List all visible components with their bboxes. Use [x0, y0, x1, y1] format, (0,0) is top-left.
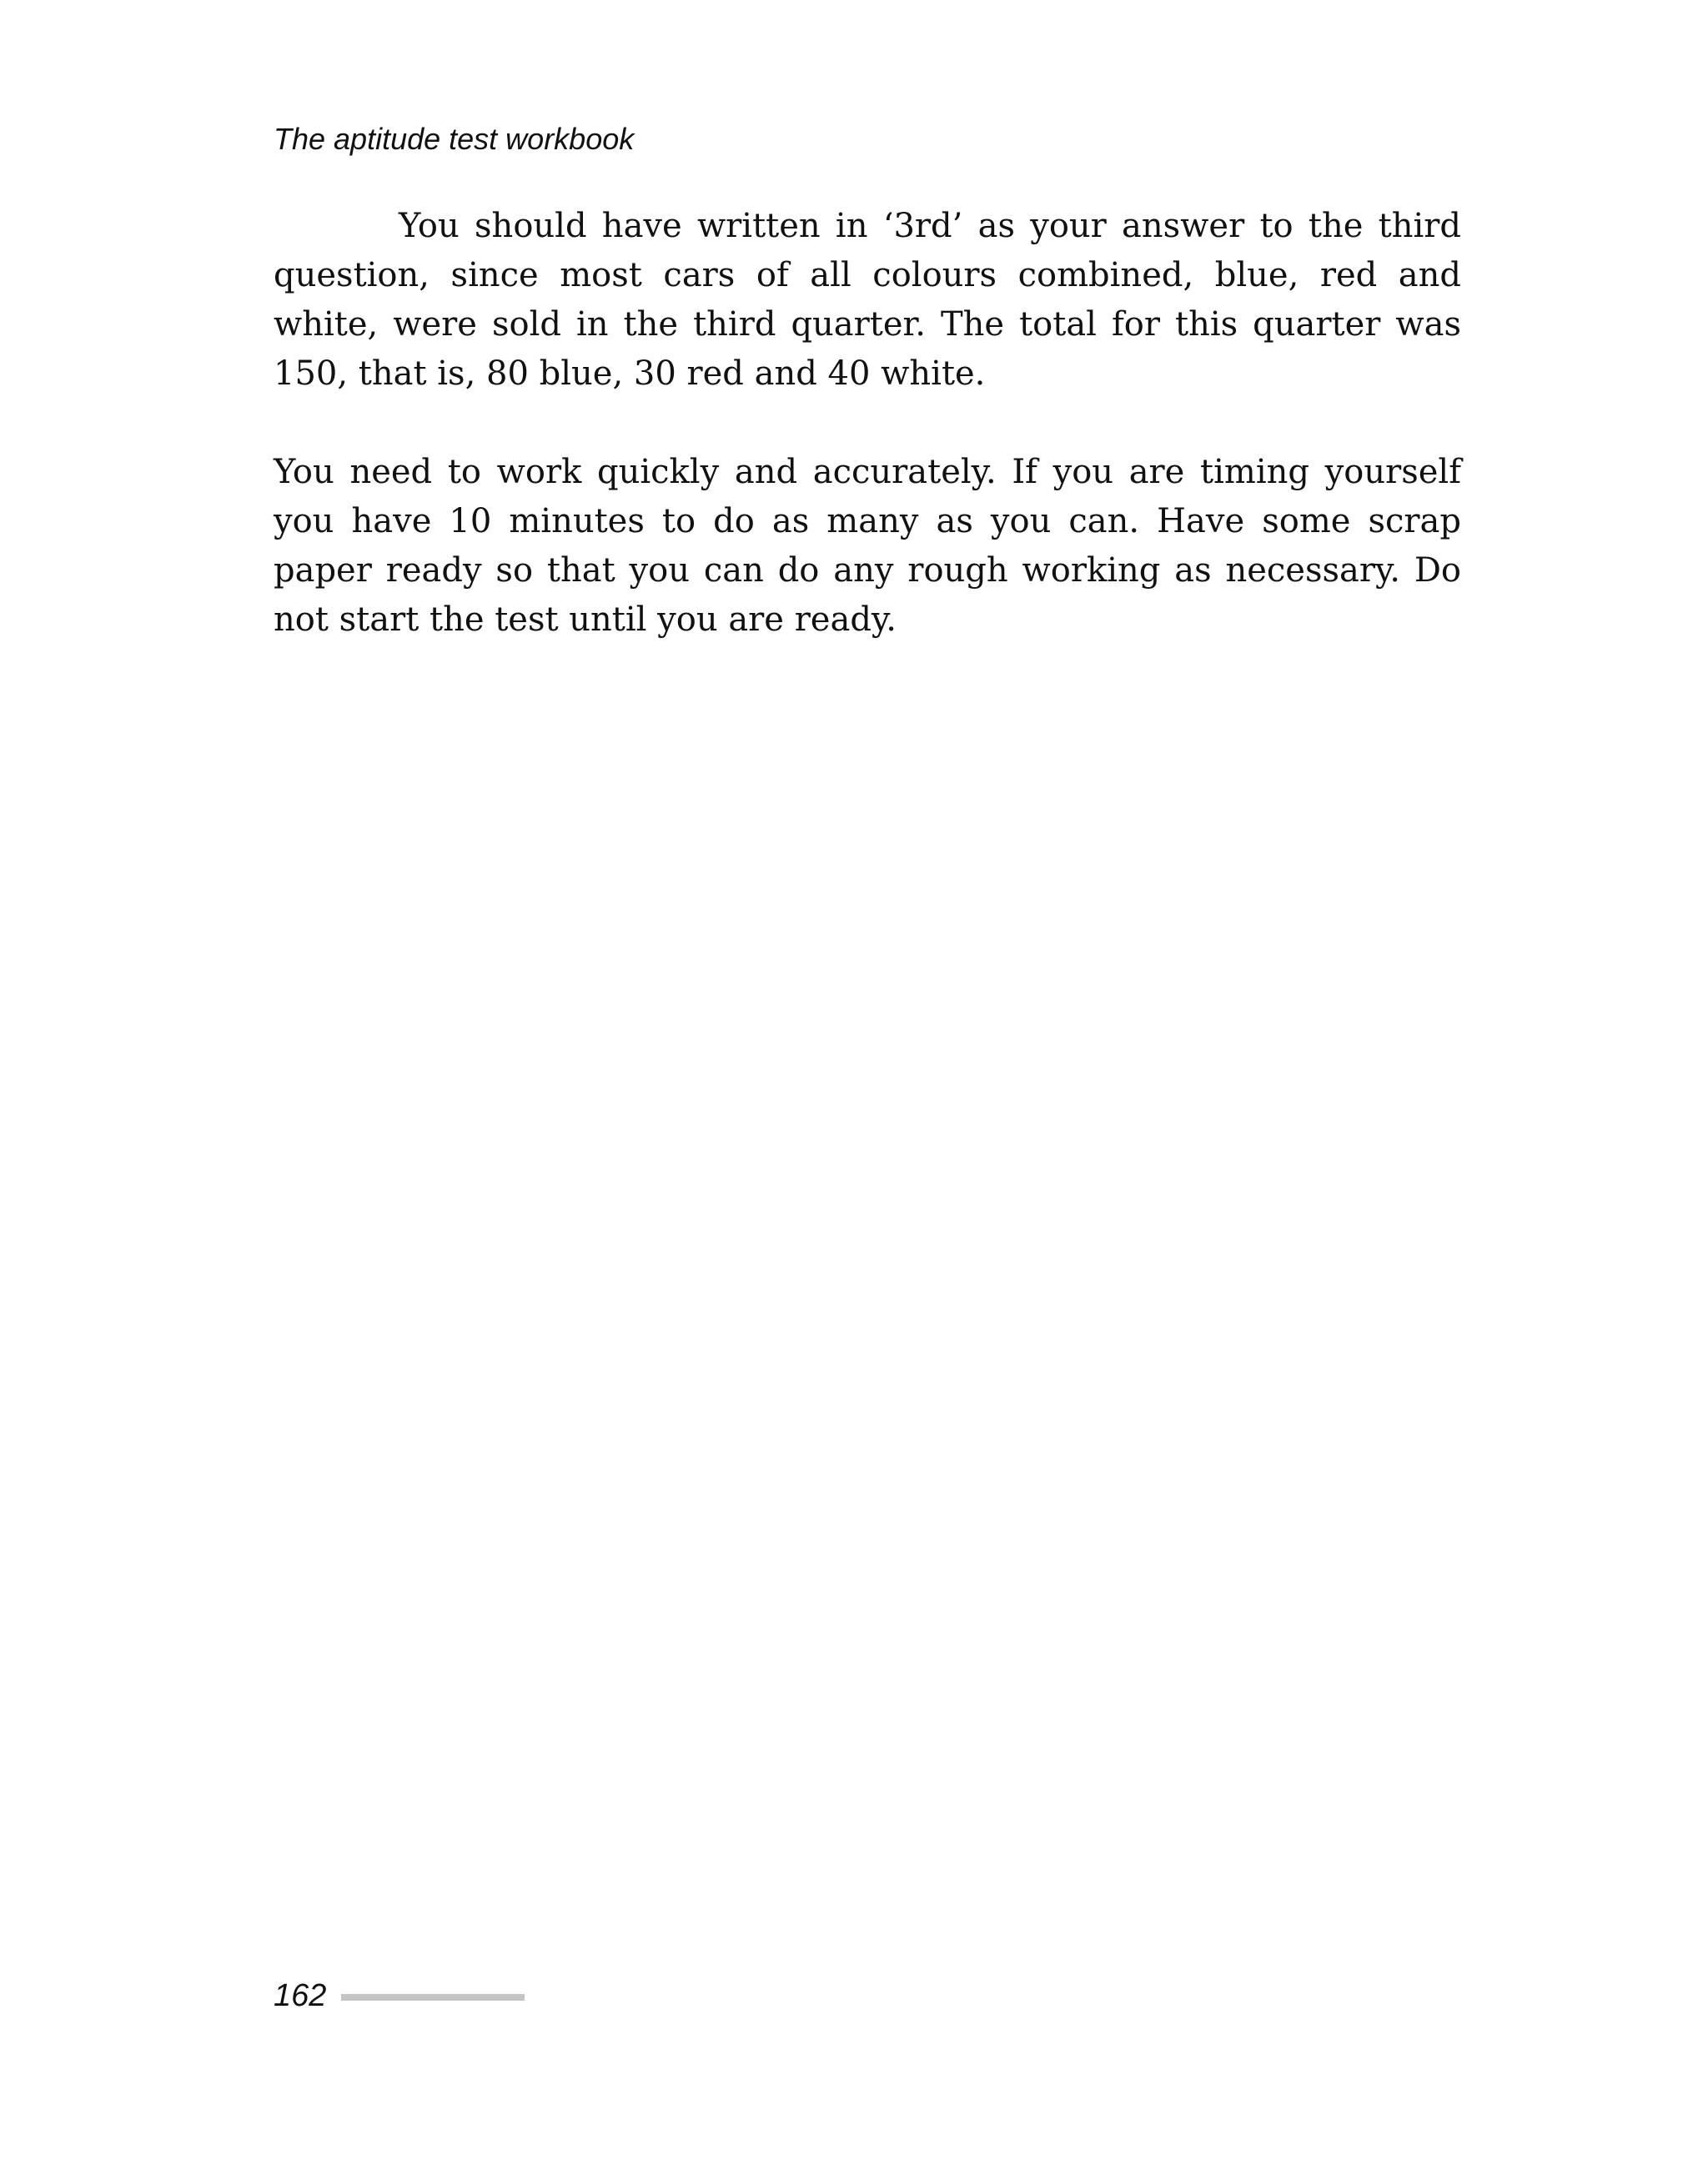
page-footer	[274, 1980, 525, 2012]
body-paragraph: You need to work quickly and accurately. If you are timing yourself you have 10 minutes to do as many as you can. Have some scrap paper ready so that you can do any rough working as necessary. Do not start the test until you are ready.	[274, 453, 1461, 639]
folio-rule	[341, 1994, 525, 2001]
running-head: The aptitude test workbook	[274, 122, 635, 156]
page-number: 162	[274, 1978, 327, 2013]
body-paragraph: You should have written in ‘3rd’ as your answer to the third question, since most cars of all colours combined, blue, red and white, were sold in the third quarter. The total for this quarter was 150, that is, 80 blue, 30 red and 40 white.	[274, 207, 1461, 393]
